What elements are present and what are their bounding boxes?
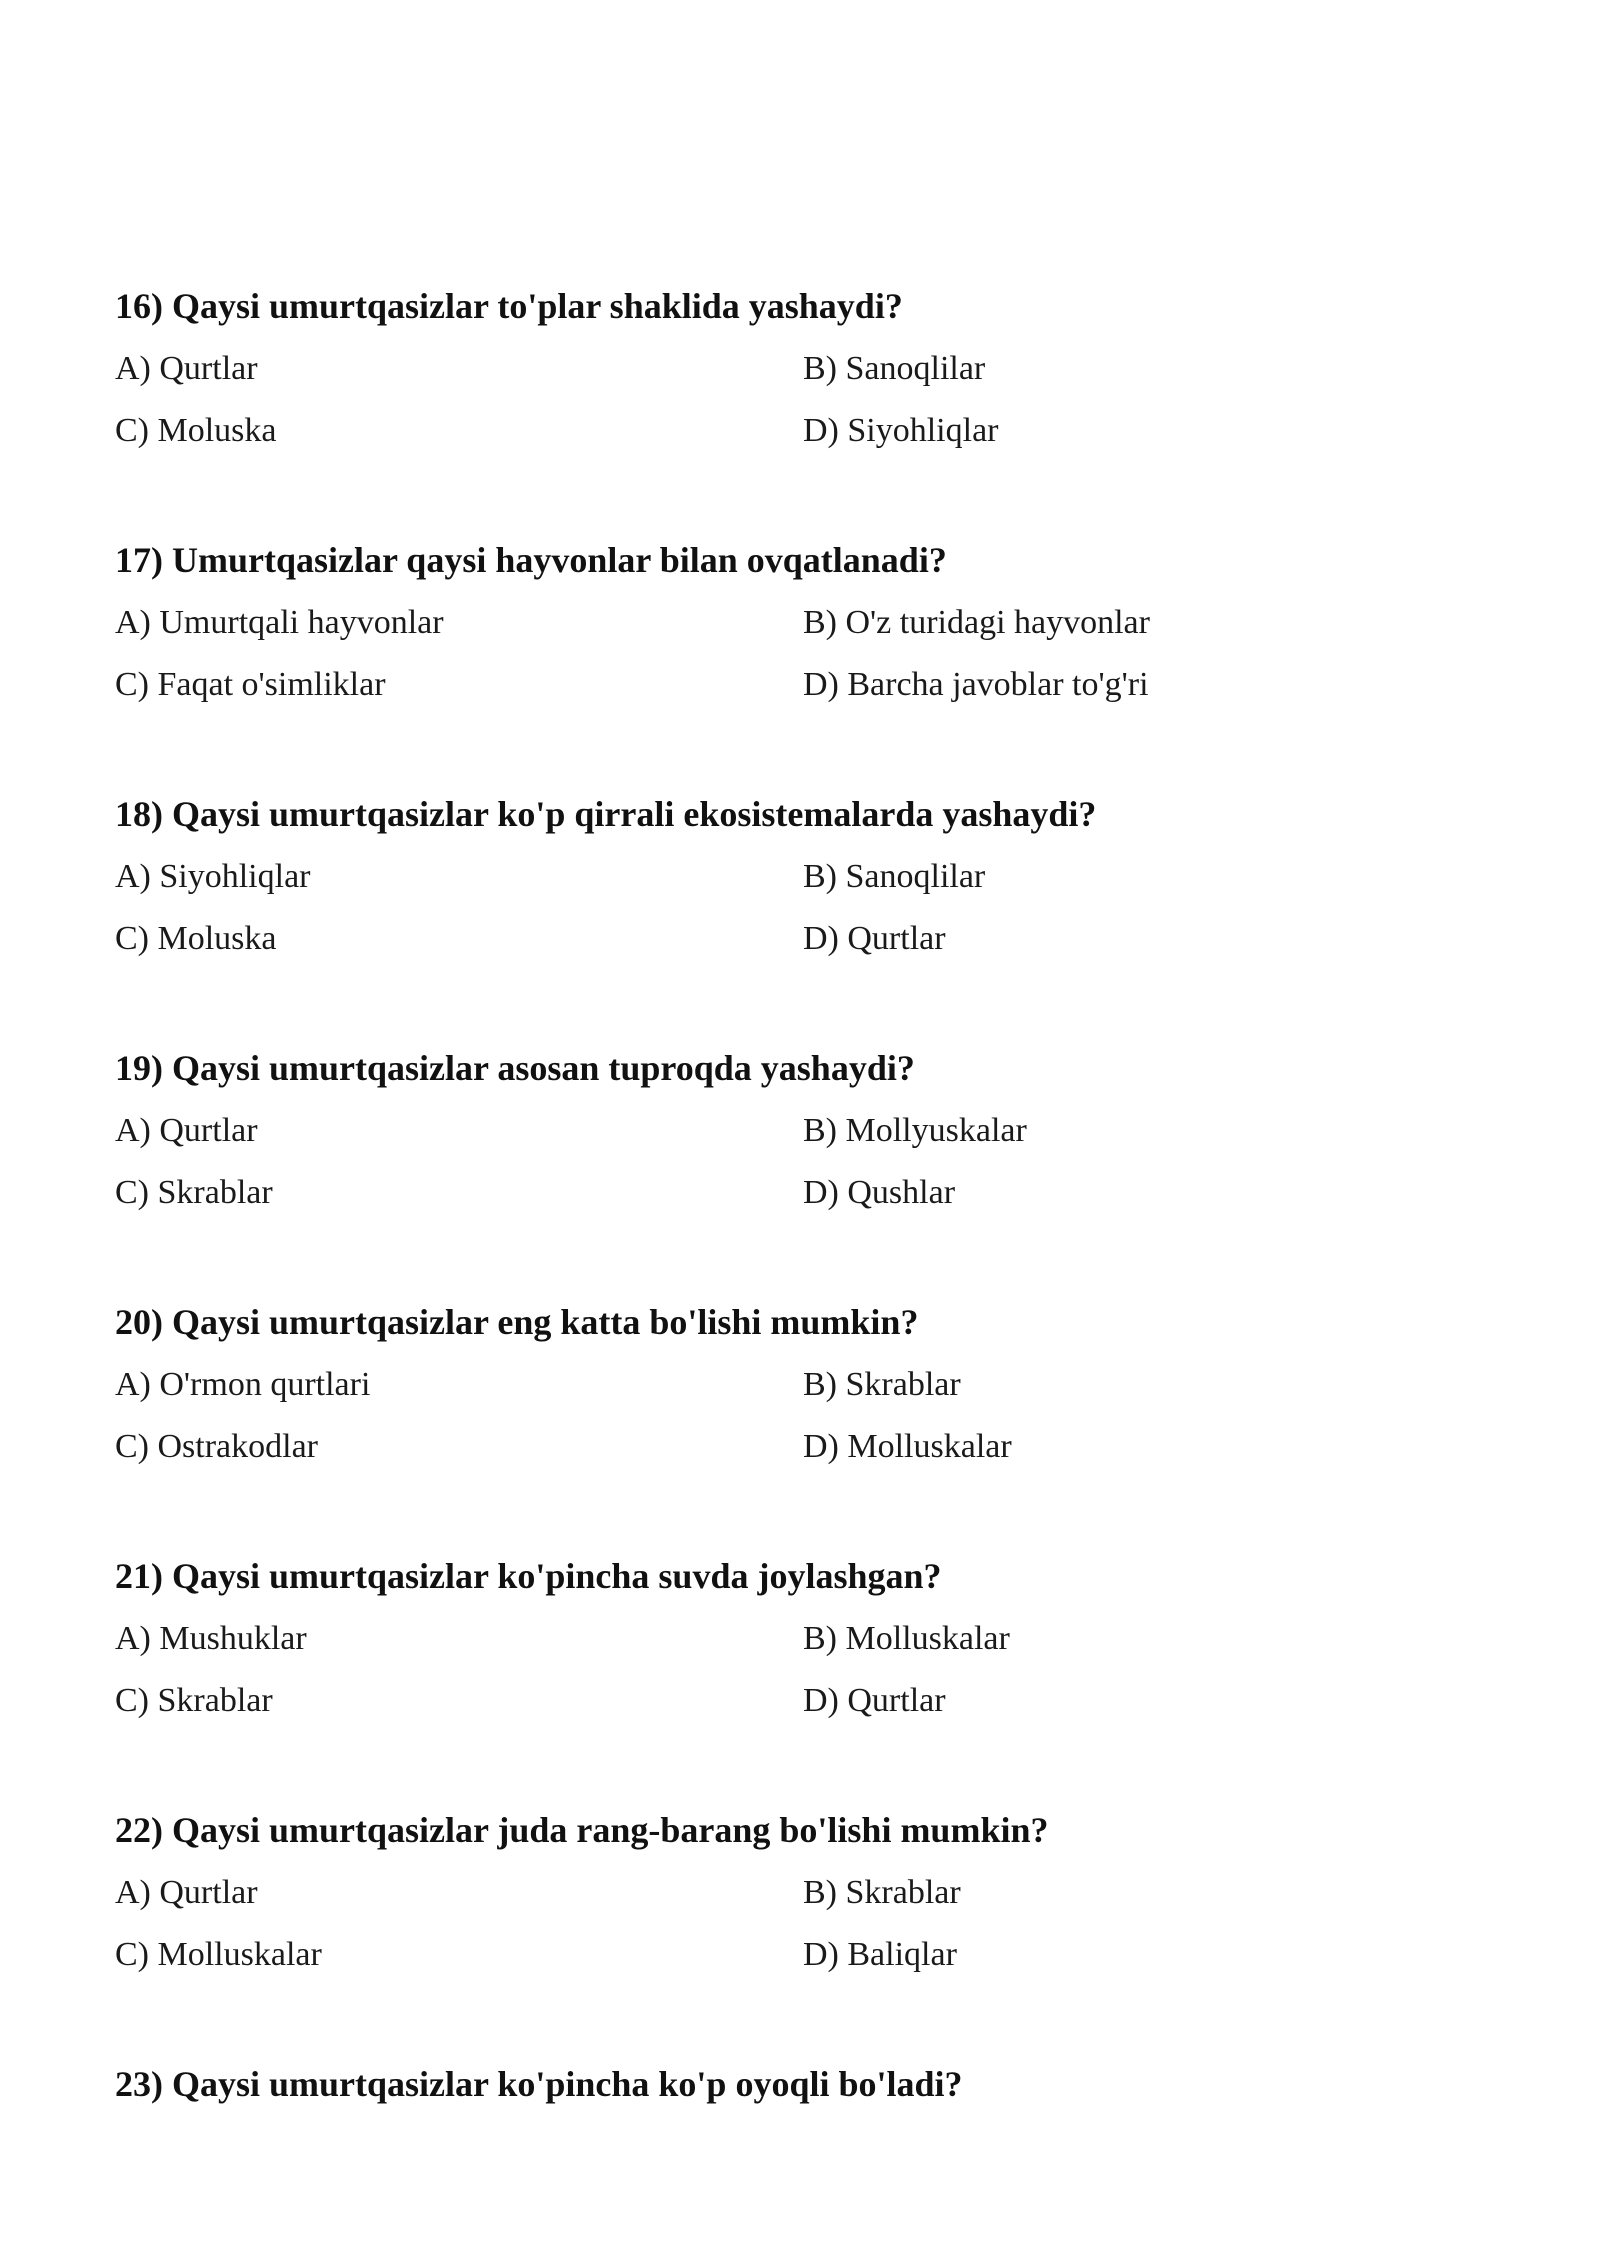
question-title: 20) Qaysi umurtqasizlar eng katta bo'lishi mumkin? [115,1302,919,1342]
question-21 [115,1554,1515,1742]
option-a: A) Mushuklar [115,1620,307,1657]
option-d: D) Qushlar [803,1174,956,1211]
option-b: B) Sanoqlilar [803,858,986,895]
question-title: 18) Qaysi umurtqasizlar ko'p qirrali ekosistemalarda yashaydi? [115,794,1097,834]
options-row-2 [115,1680,1515,1742]
options-row-2 [115,918,1515,980]
options-row-2 [115,1172,1515,1234]
options-row-2 [115,1426,1515,1488]
option-c: C) Moluska [115,412,277,449]
question-title: 23) Qaysi umurtqasizlar ko'pincha ko'p oyoqli bo'ladi? [115,2064,963,2104]
option-b: B) Molluskalar [803,1620,1010,1657]
option-a: A) Umurtqali hayvonlar [115,604,444,641]
option-a: A) Siyohliqlar [115,858,311,895]
option-a: A) O'rmon qurtlari [115,1366,371,1403]
option-a: A) Qurtlar [115,1874,258,1911]
question-22 [115,1808,1515,1996]
options-row-2 [115,1934,1515,1996]
option-b: B) Mollyuskalar [803,1112,1027,1149]
options-row-1 [115,1110,1515,1172]
option-c: C) Skrablar [115,1174,273,1211]
options-row-2 [115,410,1515,472]
question-title: 21) Qaysi umurtqasizlar ko'pincha suvda joylashgan? [115,1556,942,1596]
option-c: C) Faqat o'simliklar [115,666,386,703]
option-b: B) Sanoqlilar [803,350,986,387]
question-16 [115,284,1515,472]
option-d: D) Baliqlar [803,1936,957,1973]
option-b: B) Skrablar [803,1366,961,1403]
question-23 [115,2062,1515,2106]
question-19 [115,1046,1515,1234]
option-c: C) Moluska [115,920,277,957]
option-d: D) Qurtlar [803,1682,946,1719]
question-title: 19) Qaysi umurtqasizlar asosan tuproqda yashaydi? [115,1048,915,1088]
question-title: 17) Umurtqasizlar qaysi hayvonlar bilan ovqatlanadi? [115,540,947,580]
option-b: B) O'z turidagi hayvonlar [803,604,1150,641]
question-title: 22) Qaysi umurtqasizlar juda rang-barang bo'lishi mumkin? [115,1810,1049,1850]
options-row-1 [115,348,1515,410]
option-d: D) Barcha javoblar to'g'ri [803,666,1149,703]
option-a: A) Qurtlar [115,350,258,387]
option-c: C) Skrablar [115,1682,273,1719]
option-a: A) Qurtlar [115,1112,258,1149]
options-row-1 [115,1872,1515,1934]
question-18 [115,792,1515,980]
option-d: D) Qurtlar [803,920,946,957]
option-d: D) Siyohliqlar [803,412,999,449]
option-d: D) Molluskalar [803,1428,1012,1465]
question-20 [115,1300,1515,1488]
options-row-1 [115,602,1515,664]
options-row-1 [115,1364,1515,1426]
options-row-1 [115,1618,1515,1680]
options-row-1 [115,856,1515,918]
question-title: 16) Qaysi umurtqasizlar to'plar shaklida yashaydi? [115,286,903,326]
option-b: B) Skrablar [803,1874,961,1911]
option-c: C) Molluskalar [115,1936,322,1973]
question-17 [115,538,1515,726]
options-row-2 [115,664,1515,726]
option-c: C) Ostrakodlar [115,1428,319,1465]
